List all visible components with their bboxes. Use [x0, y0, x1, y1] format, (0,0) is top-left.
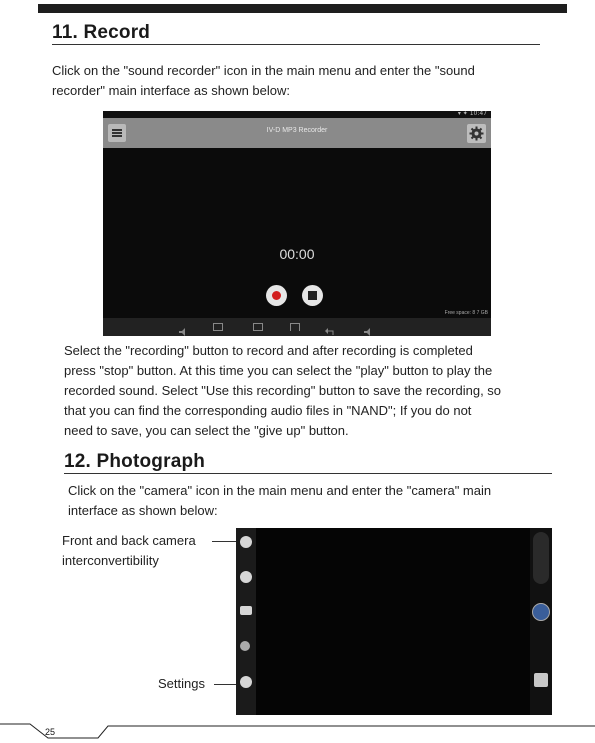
section-heading-photograph: 12. Photograph [64, 451, 206, 472]
photo-intro-line2: interface as shown below: [68, 503, 218, 518]
top-bar [38, 4, 567, 13]
free-space-text: Free space: 8 7 GB [444, 310, 488, 316]
status-bar [103, 111, 491, 118]
back-icon[interactable] [325, 323, 335, 331]
gallery-thumbnail[interactable] [534, 673, 548, 687]
recorder-action-bar [103, 118, 491, 148]
record-button[interactable] [266, 285, 287, 306]
front-back-camera-label-line2: interconvertibility [62, 553, 159, 568]
capture-mode-switch[interactable] [533, 532, 549, 584]
flash-icon[interactable] [240, 641, 250, 651]
camera-left-toolbar [236, 528, 256, 715]
screenshot-icon[interactable] [253, 323, 263, 331]
mode-icon[interactable] [240, 571, 252, 583]
volume-down-icon[interactable] [178, 323, 188, 331]
gear-icon[interactable] [467, 124, 486, 143]
record-text-line4: that you can find the corresponding audio files in "NAND"; If you do not [64, 403, 472, 418]
recorder-timer: 00:00 [279, 246, 315, 262]
record-text-line2: press "stop" button. At this time you can select the "play" button to play the [64, 363, 493, 378]
settings-label: Settings [158, 676, 205, 691]
record-text-line5: need to save, you can select the "give up" button. [64, 423, 349, 438]
stop-button[interactable] [302, 285, 323, 306]
footer-tab-shape [0, 718, 595, 743]
section-heading-record: 11. Record [52, 22, 151, 43]
front-back-camera-label: Front and back camera [62, 533, 196, 548]
recorder-title: IV-D MP3 Recorder [266, 127, 328, 134]
photo-intro-line1: Click on the "camera" icon in the main menu and enter the "camera" main [68, 483, 492, 498]
record-text-line1: Select the "recording" button to record and after recording is completed [64, 343, 473, 358]
record-intro-line2: recorder" main interface as shown below: [52, 83, 291, 98]
recorder-screenshot [103, 111, 491, 336]
settings-leader-line [214, 684, 238, 685]
record-icon [272, 291, 281, 300]
stop-icon [308, 291, 317, 300]
record-text-line3: recorded sound. Select "Use this recording" button to save the recording, so [64, 383, 502, 398]
home-icon[interactable] [290, 323, 300, 331]
page-number: 25 [45, 727, 56, 737]
camera-right-toolbar [530, 528, 552, 715]
camera-switch-icon[interactable] [240, 536, 252, 548]
settings-icon[interactable] [240, 676, 252, 688]
front-back-leader-line [212, 541, 238, 542]
heading-underline [52, 44, 540, 45]
recent-apps-icon[interactable] [213, 323, 223, 331]
shutter-icon[interactable] [532, 603, 550, 621]
navigation-bar [103, 318, 491, 336]
volume-up-icon[interactable] [363, 323, 373, 331]
status-text: ▾ ✦ 10:47 [457, 111, 487, 117]
resolution-icon[interactable] [240, 606, 252, 615]
camera-screenshot [236, 528, 552, 715]
record-intro-line1: Click on the "sound recorder" icon in the main menu and enter the "sound [52, 63, 475, 78]
heading-underline [64, 473, 552, 474]
